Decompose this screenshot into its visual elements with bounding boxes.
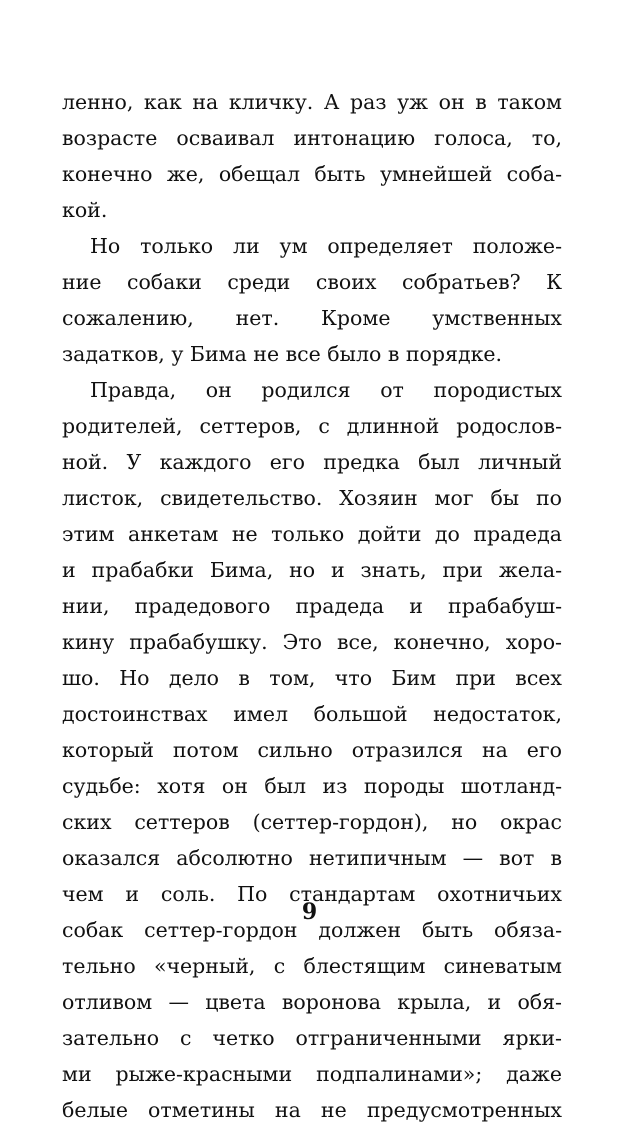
text-line: листок, свидетельство. Хозяин мог бы по <box>62 486 562 510</box>
text-line: чем и соль. По стандартам охотничьих <box>62 882 562 906</box>
text-line: конечно же, обещал быть умнейшей соба- <box>62 162 562 186</box>
text-line: собак сеттер-гордон должен быть обяза- <box>62 918 562 942</box>
text-line: ной. У каждого его предка был личный <box>62 450 562 474</box>
text-line: оказался абсолютно нетипичным — вот в <box>62 846 562 870</box>
text-line: судьбе: хотя он был из породы шотланд- <box>62 774 562 798</box>
text-line: Но только ли ум определяет положе- <box>90 234 562 258</box>
text-line: нии, прадедового прадеда и прабабуш- <box>62 594 562 618</box>
text-line: ние собаки среди своих собратьев? К <box>62 270 562 294</box>
text-line: сожалению, нет. Кроме умственных <box>62 306 562 330</box>
paragraph-1 <box>62 84 562 228</box>
text-line: возрасте осваивал интонацию голоса, то, <box>62 126 562 150</box>
text-line: Правда, он родился от породистых <box>90 378 562 402</box>
text-line: ленно, как на кличку. А раз уж он в таком <box>62 90 562 114</box>
text-line: шо. Но дело в том, что Бим при всех <box>62 666 562 690</box>
text-line: ми рыже-красными подпалинами»; даже <box>62 1062 562 1086</box>
text-line: и прабабки Бима, но и знать, при жела- <box>62 558 562 582</box>
text-line: кой. <box>62 198 108 222</box>
text-line: который потом сильно отразился на его <box>62 738 562 762</box>
page-number: 9 <box>301 899 318 925</box>
text-line: задатков, у Бима не все было в порядке. <box>62 342 503 366</box>
text-line: этим анкетам не только дойти до прадеда <box>62 522 562 546</box>
paragraph-2 <box>62 228 562 372</box>
text-line: отливом — цвета воронова крыла, и обя- <box>62 990 562 1014</box>
text-line: родителей, сеттеров, с длинной родослов- <box>62 414 562 438</box>
paragraph-3 <box>62 372 562 1128</box>
text-line: тельно «черный, с блестящим синеватым <box>62 954 562 978</box>
text-line: достоинствах имел большой недостаток, <box>62 702 562 726</box>
text-line: зательно с четко отграниченными ярки- <box>62 1026 562 1050</box>
text-line: ских сеттеров (сеттер-гордон), но окрас <box>62 810 562 834</box>
book-page-text <box>62 84 562 1128</box>
text-line: белые отметины на не предусмотренных <box>62 1098 562 1122</box>
text-line: кину прабабушку. Это все, конечно, хоро- <box>62 630 562 654</box>
